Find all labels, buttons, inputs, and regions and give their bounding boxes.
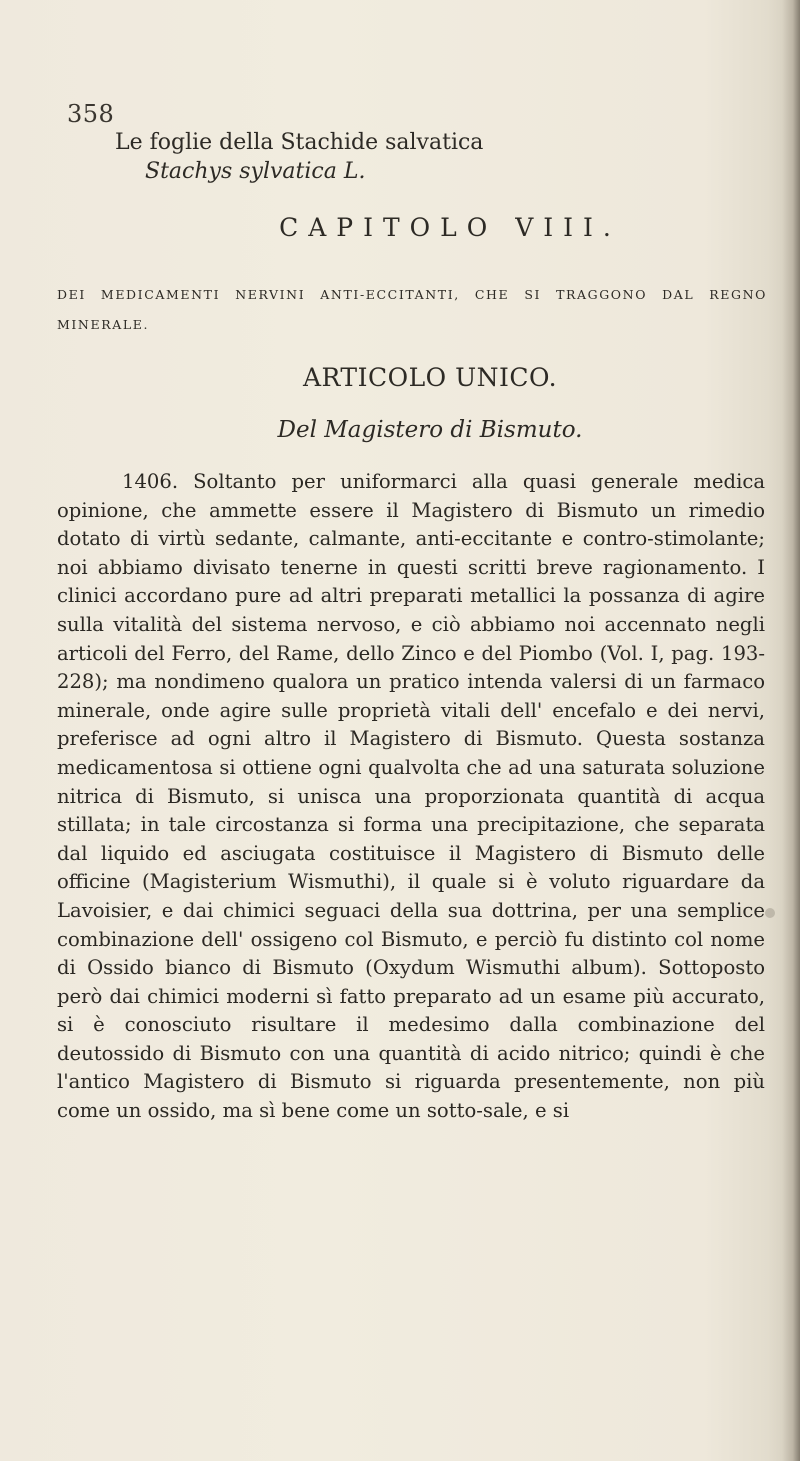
article-subtitle: Del Magistero di Bismuto. [277, 417, 583, 443]
chapter-subtitle: DEI MEDICAMENTI NERVINI ANTI-ECCITANTI, CHE SI TRAGGONO DAL REGNO MINERALE. [57, 287, 767, 332]
ink-speck [765, 908, 775, 918]
body-paragraph: 1406. Soltanto per uniformarci alla quasi generale medica opinione, che ammette essere il Magistero di Bismuto un rimedio dotato di virtù sedante, calmante, anti-eccitante e contro-stimolante; noi abbiamo divisato tenerne in questi scritti breve ragionamento. I clinici accordano pure ad altri preparati metallici la possanza di agire sulla vitalità del sistema nervoso, e ciò abbiamo noi accennato negli articoli del Ferro, del Rame, dello Zinco e del Piombo (Vol. I, pag. 193-228); ma nondimeno qualora un pratico intenda valersi di un farmaco minerale, onde agire sulle proprietà vitali dell' encefalo e dei nervi, preferisce ad ogni altro il Magistero di Bismuto. Questa sostanza medicamentosa si ottiene ogni qualvolta che ad una saturata soluzione nitrica di Bismuto, si unisca una proporzionata quantità di acqua stillata; in tale circostanza si forma una precipitazione, che separata dal liquido ed asciugata costituisce il Magistero di Bismuto delle officine (Magisterium Wismuthi), il quale si è voluto riguardare da Lavoisier, e dai chimici seguaci della sua dottrina, per una semplice combinazione dell' ossigeno col Bismuto, e perciò fu distinto col nome di Ossido bianco di Bismuto (Oxydum Wismuthi album). Sottoposto però dai chimici moderni sì fatto preparato ad un esame più accurato, si è conosciuto risultare il medesimo dalla combinazione del deutossido di Bismuto con una quantità di acido nitrico; quindi è che l'antico Magistero di Bismuto si riguarda presentemente, non più come un ossido, ma sì bene come un sotto-sale, e si [57, 470, 765, 1123]
figure-caption-title: Le foglie della Stachide salvatica [115, 130, 484, 155]
page-number: 358 [67, 100, 115, 128]
article-heading: ARTICOLO UNICO. [302, 363, 558, 392]
chapter-heading: CAPITOLO VIII. [279, 213, 621, 242]
figure-caption-latin-name: Stachys sylvatica L. [145, 159, 366, 184]
